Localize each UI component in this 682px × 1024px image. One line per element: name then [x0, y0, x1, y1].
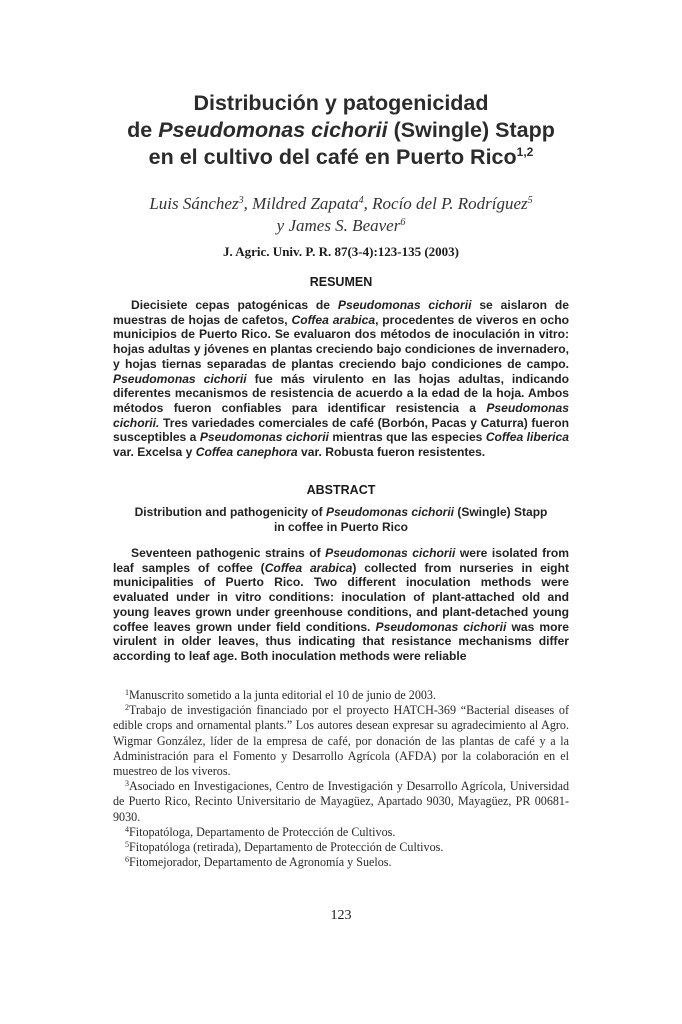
resumen-heading: RESUMEN — [309, 275, 373, 289]
author-footnote-mark: 3 — [238, 195, 244, 206]
article-title — [60, 90, 622, 171]
footnote: $^3$Asociado en Investigaciones, Centro de Investigación y Desarrollo Agrícola, Universidad de Puerto Rico, Recinto Universitario de Mayagüez, Apartado 9030, Mayagüez, PR 00681-9030. — [113, 779, 569, 824]
page-number: 123 — [330, 908, 352, 923]
authors-line-2 — [60, 215, 622, 237]
footnote: $^5$Fitopatóloga (retirada), Departamento de Protección de Cultivos. — [125, 840, 444, 855]
title-line-2 — [60, 117, 622, 144]
author-list — [60, 193, 622, 237]
journal-citation: J. Agric. Univ. P. R. 87(3-4):123-135 (2003) — [222, 244, 460, 259]
title-line-2-prefix: de — [127, 118, 159, 142]
title-line-3 — [60, 144, 622, 171]
footnote: $^6$Fitomejorador, Departamento de Agronomía y Suelos. — [125, 855, 392, 870]
abstract-paragraph: Seventeen pathogenic strains of Pseudomonas cichorii were isolated from leaf samples of coffee (Coffea arabica) collected from nurseries in eight municipalities of Puerto Rico. Two different inoculation methods were evaluated under in vitro conditions: inoculation of plant-attached old and young leaves grown under greenhouse conditions, and plant-detached young coffee leaves grown under field conditions. Pseudomonas cichorii was more virulent in older leaves, thus indicating that resistance mechanisms differ according to leaf age. Both inoculation methods were reliable — [113, 546, 569, 663]
author-name: Rocío del P. Rodríguez — [372, 194, 528, 213]
footnote: $^2$Trabajo de investigación financiado por el proyecto HATCH-369 “Bacterial diseases of edible crops and ornamental plants.” Los autores desean expresar su agradecimiento al Agro. Wigmar González, líder de la empresa de café, por donación de las plantas de café y a la Administración para el Fomento y Desarrollo Agrícola (AFDA) por la colaboración en el muestreo de los viveros. — [113, 703, 569, 779]
abstract-title-line-2: in coffee in Puerto Rico — [273, 520, 408, 534]
title-species-name: Pseudomonas cichorii — [158, 118, 388, 142]
abstract-heading: ABSTRACT — [306, 483, 376, 497]
author-name: James S. Beaver — [288, 216, 401, 235]
author-footnote-mark: 4 — [358, 195, 364, 206]
author-footnote-mark: 6 — [400, 217, 406, 228]
footnotes — [113, 688, 569, 870]
author-conjunction: y — [276, 216, 289, 235]
authors-line-1: Luis Sánchez$^3$, Mildred Zapata$^4$, Rocío del P. Rodríguez$^5$ — [149, 194, 533, 213]
author-name: Mildred Zapata — [252, 194, 359, 213]
title-line-2-suffix: (Swingle) Stapp — [387, 118, 555, 142]
title-footnote-mark: 1,2 — [516, 145, 534, 159]
resumen-paragraph: Diecisiete cepas patogénicas de Pseudomonas cichorii se aislaron de muestras de hojas de cafetos, Coffea arabica, procedentes de viveros en ocho municipios de Puerto Rico. Se evaluaron dos métodos de inoculación in vitro: hojas adultas y jóvenes en plantas creciendo bajo condiciones de invernadero, y hojas tiernas separadas de plantas creciendo bajo condiciones de campo. Pseudomonas cichorii fue más virulento en las hojas adultas, indicando diferentes mecanismos de resistencia de acuerdo a la edad de la hoja. Ambos métodos fueron confiables para identificar resistencia a Pseudomonas cichorii. Tres variedades comerciales de café (Borbón, Pacas y Caturra) fueron susceptibles a Pseudomonas cichorii mientras que las especies Coffea liberica var. Excelsa y Coffea canephora var. Robusta fueron resistentes. — [113, 298, 569, 460]
footnote: $^4$Fitopatóloga, Departamento de Protección de Cultivos. — [125, 824, 396, 839]
title-line-1: Distribución y patogenicidad — [193, 91, 489, 115]
author-name: Luis Sánchez — [149, 194, 239, 213]
footnote: $^1$Manuscrito sometido a la junta editorial el 10 de junio de 2003. — [125, 688, 436, 702]
abstract-title-line-1: Distribution and pathogenicity of Pseudomonas cichorii (Swingle) Stapp — [134, 505, 548, 519]
title-line-3-text: en el cultivo del café en Puerto Rico — [148, 145, 517, 169]
abstract-english-title — [100, 505, 582, 535]
author-footnote-mark: 5 — [527, 195, 533, 206]
